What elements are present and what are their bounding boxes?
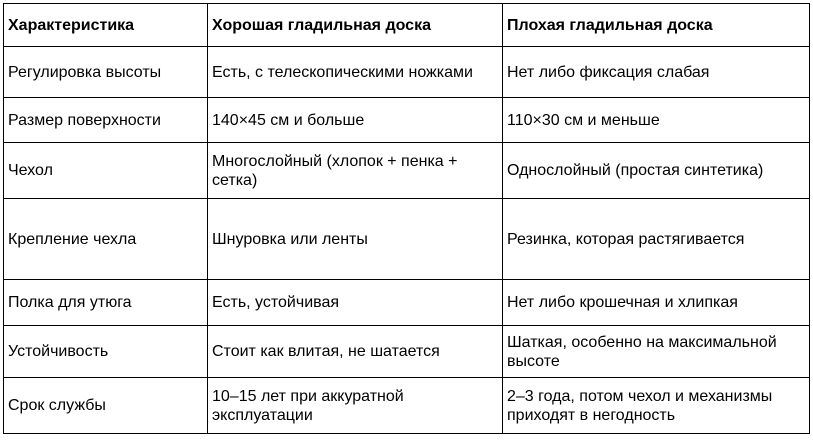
cell-good: Есть, с телескопическими ножками xyxy=(208,47,503,98)
cell-characteristic: Крепление чехла xyxy=(4,199,208,280)
cell-bad: Резинка, которая растягивается xyxy=(503,199,810,280)
cell-good: Шнуровка или ленты xyxy=(208,199,503,280)
cell-characteristic: Устойчивость xyxy=(4,326,208,378)
cell-bad: Нет либо крошечная и хлипкая xyxy=(503,280,810,326)
cell-good: 140×45 см и больше xyxy=(208,98,503,143)
cell-bad: 2–3 года, потом чехол и механизмы приходят в негодность xyxy=(503,378,810,434)
cell-characteristic: Размер поверхности xyxy=(4,98,208,143)
header-characteristic: Характеристика xyxy=(4,4,208,47)
cell-bad: 110×30 см и меньше xyxy=(503,98,810,143)
cell-characteristic: Регулировка высоты xyxy=(4,47,208,98)
cell-characteristic: Чехол xyxy=(4,143,208,199)
table-row xyxy=(4,199,810,280)
cell-bad: Шаткая, особенно на максимальной высоте xyxy=(503,326,810,378)
cell-good: Стоит как влитая, не шатается xyxy=(208,326,503,378)
cell-characteristic: Срок службы xyxy=(4,378,208,434)
header-row xyxy=(4,4,810,47)
comparison-table xyxy=(3,3,810,434)
table-row xyxy=(4,47,810,98)
table-row xyxy=(4,143,810,199)
table-row xyxy=(4,326,810,378)
cell-good: 10–15 лет при аккуратной эксплуатации xyxy=(208,378,503,434)
cell-good: Есть, устойчивая xyxy=(208,280,503,326)
header-bad-board: Плохая гладильная доска xyxy=(503,4,810,47)
table-row xyxy=(4,280,810,326)
cell-bad: Однослойный (простая синтетика) xyxy=(503,143,810,199)
cell-characteristic: Полка для утюга xyxy=(4,280,208,326)
table-row xyxy=(4,98,810,143)
table-row xyxy=(4,378,810,434)
cell-bad: Нет либо фиксация слабая xyxy=(503,47,810,98)
header-good-board: Хорошая гладильная доска xyxy=(208,4,503,47)
cell-good: Многослойный (хлопок + пенка + сетка) xyxy=(208,143,503,199)
